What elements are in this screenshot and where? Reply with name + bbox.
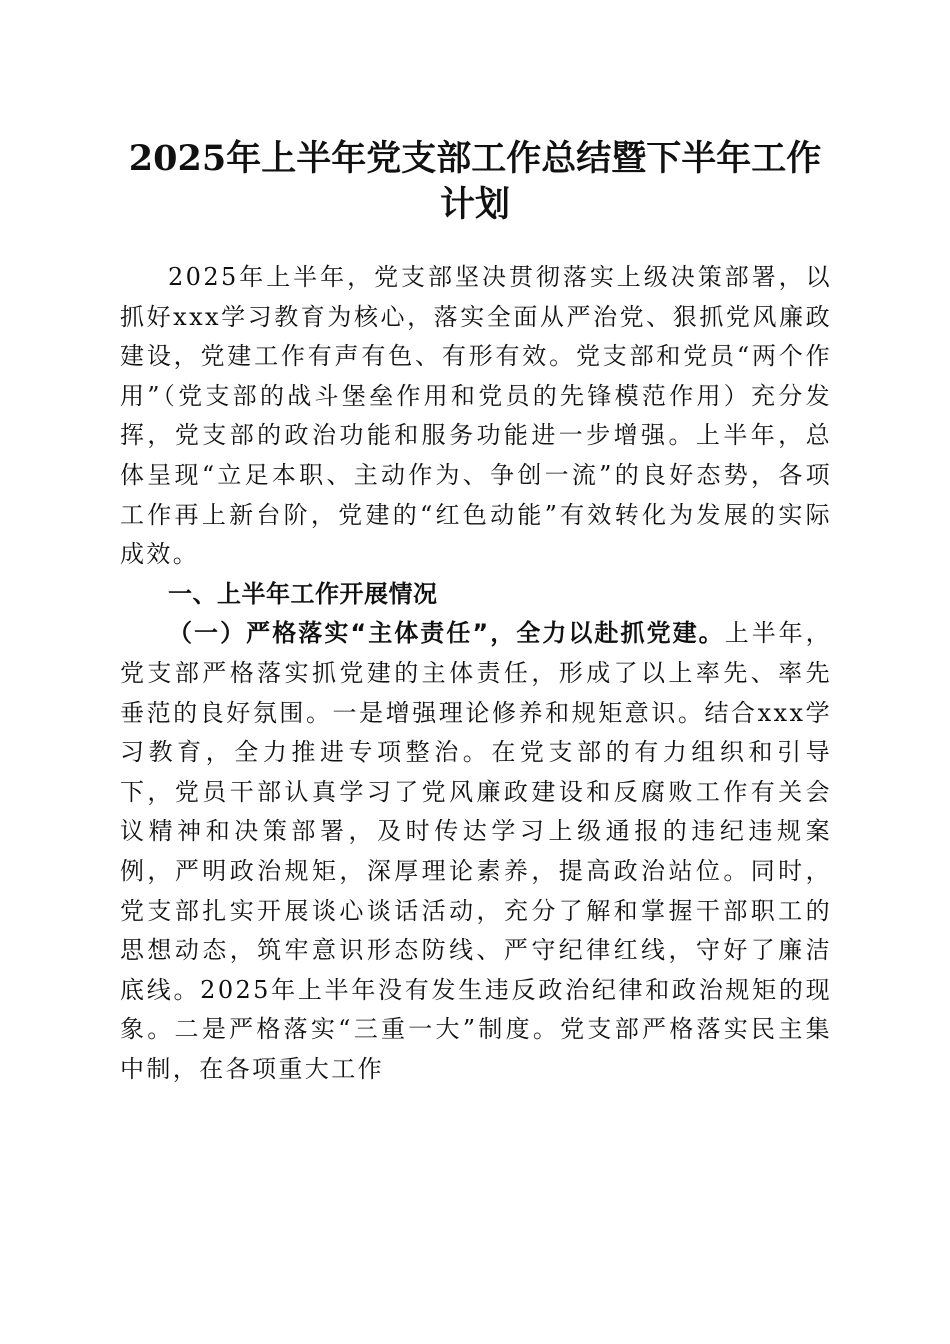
subsection-paragraph-1 <box>120 614 832 1089</box>
subsection-body-1: 上半年，党支部严格落实抓党建的主体责任，形成了以上率先、率先垂范的良好氛围。一是增强理论修养和规矩意识。结合xxx学习教育，全力推进专项整治。在党支部的有力组织和引导下，党员干部认真学习了党风廉政建设和反腐败工作有关会议精神和决策部署，及时传达学习上级通报的违纪违规案例，严明政治规矩，深厚理论素养，提高政治站位。同时，党支部扎实开展谈心谈话活动，充分了解和掌握干部职工的思想动态，筑牢意识形态防线、严守纪律红线，守好了廉洁底线。2025年上半年没有发生违反政治纪律和政治规矩的现象。二是严格落实“三重一大”制度。党支部严格落实民主集中制，在各项重大工作 <box>120 619 832 1083</box>
section-heading-1: 一、上半年工作开展情况 <box>168 579 438 608</box>
subsection-heading-1: （一）严格落实“主体责任”，全力以赴抓党建。 <box>168 619 725 648</box>
document-title <box>120 136 830 228</box>
title-line-1: 2025年上半年党支部工作总结暨下半年工作 <box>128 138 822 179</box>
intro-paragraph: 2025年上半年，党支部坚决贯彻落实上级决策部署，以抓好xxx学习教育为核心，落实全面从严治党、狠抓党风廉政建设，党建工作有声有色、有形有效。党支部和党员“两个作用”（党支部的战斗堡垒作用和党员的先锋模范作用）充分发挥，党支部的政治功能和服务功能进一步增强。上半年，总体呈现“立足本职、主动作为、争创一流”的良好态势，各项工作再上新台阶，党建的“红色动能”有效转化为发展的实际成效。 <box>120 263 832 569</box>
title-line-2: 计划 <box>439 184 510 225</box>
document-body <box>120 258 832 1089</box>
